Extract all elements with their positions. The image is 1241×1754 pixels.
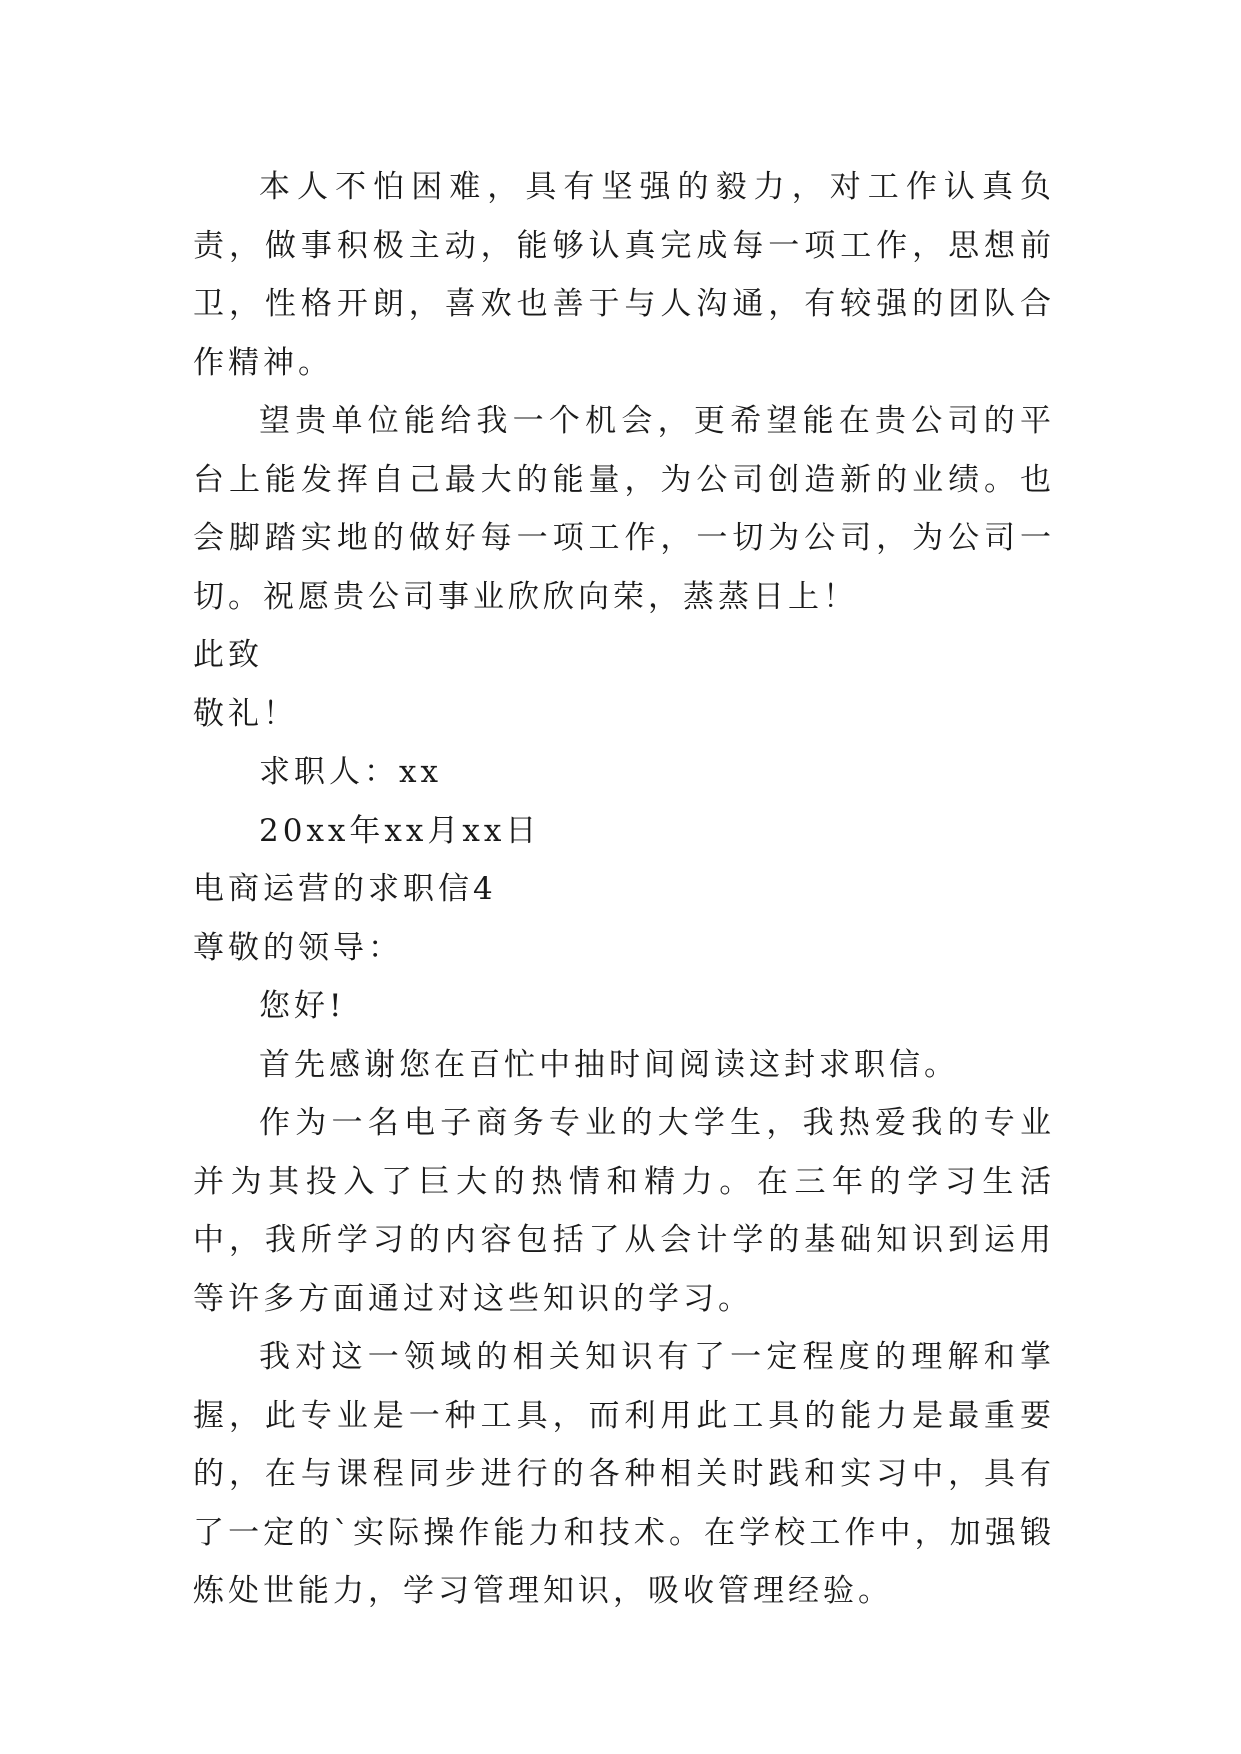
- greeting-hello: 您好!: [259, 988, 346, 1024]
- paragraph-hope: 望贵单位能给我一个机会，更希望能在贵公司的平台上能发挥自己最大的能量，为公司创造新的业绩。也会脚踏实地的做好每一项工作，一切为公司，为公司一切。祝愿贵公司事业欣欣向荣，蒸蒸日上！: [193, 403, 1055, 615]
- closing-salutation: 此致: [193, 637, 263, 673]
- paragraph-skills: 我对这一领域的相关知识有了一定程度的理解和掌握，此专业是一种工具，而利用此工具的能力是最重要的，在与课程同步进行的各种相关时践和实习中，具有了一定的`实际操作能力和技术。在学校工作中，加强锻炼处世能力，学习管理知识，吸收管理经验。: [193, 1339, 1055, 1609]
- paragraph-thanks: 首先感谢您在百忙中抽时间阅读这封求职信。: [259, 1046, 959, 1083]
- greeting-recipient: 尊敬的领导：: [193, 929, 403, 966]
- section-title: 电商运营的求职信4: [193, 871, 497, 907]
- paragraph-major: 作为一名电子商务专业的大学生，我热爱我的专业并为其投入了巨大的热情和精力。在三年的学习生活中，我所学习的内容包括了从会计学的基础知识到运用等许多方面通过对这些知识的学习。: [193, 1105, 1055, 1317]
- applicant-signature: 求职人：xx: [259, 754, 442, 790]
- paragraph-self-description: 本人不怕困难，具有坚强的毅力，对工作认真负责，做事积极主动，能够认真完成每一项工作，思想前卫，性格开朗，喜欢也善于与人沟通，有较强的团队合作精神。: [193, 169, 1055, 381]
- document-body: [193, 158, 1055, 1621]
- letter-date: 20xx年xx月xx日: [259, 812, 541, 849]
- closing-regards: 敬礼！: [193, 695, 298, 732]
